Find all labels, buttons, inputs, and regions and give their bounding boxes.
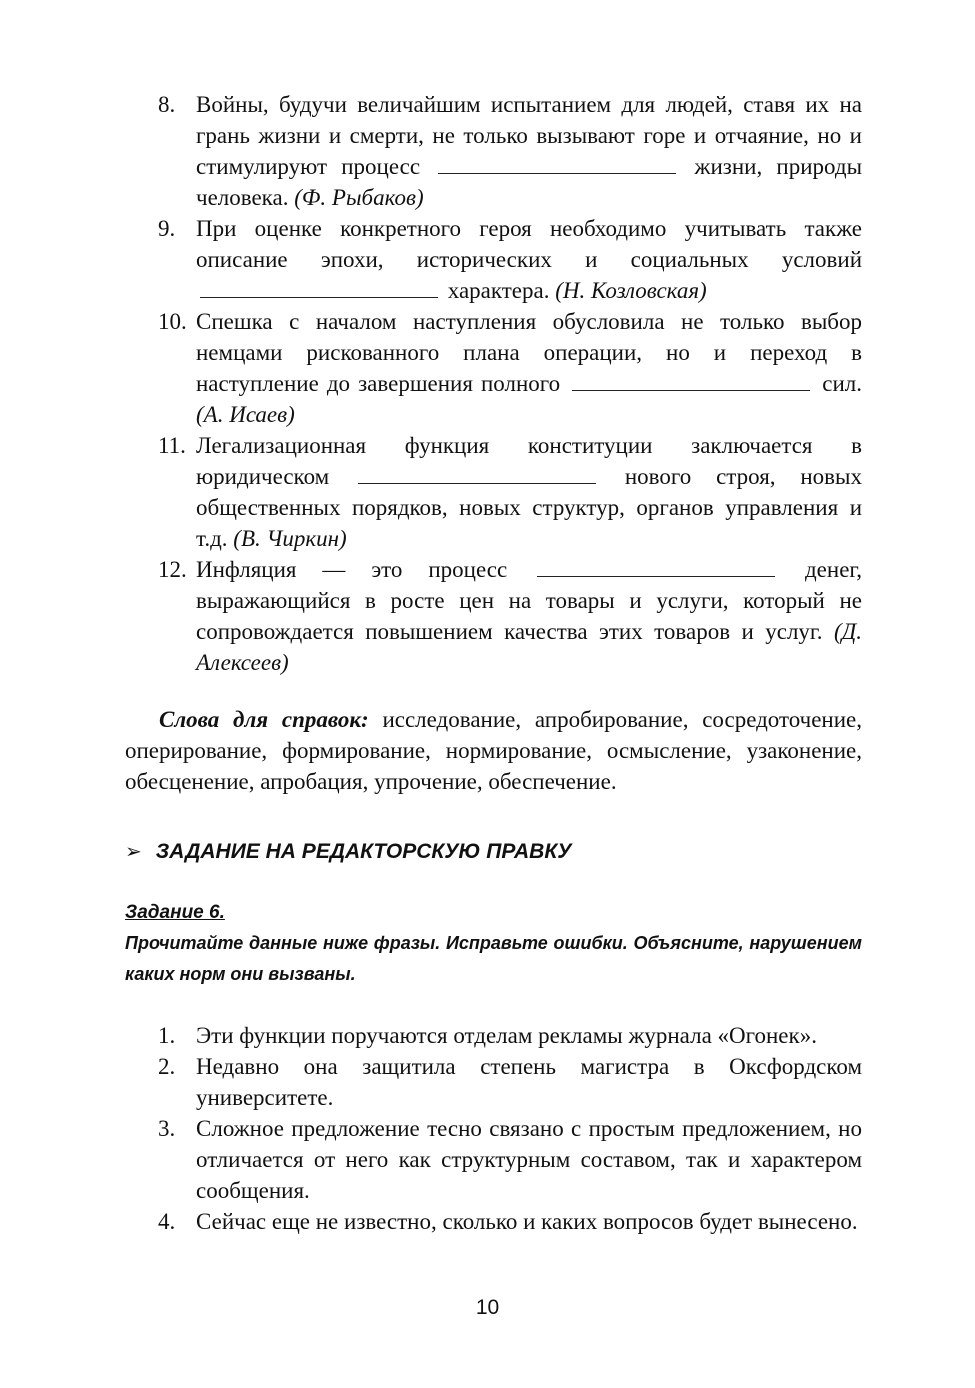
exercise-item-11	[158, 430, 862, 554]
answer-blank[interactable]	[438, 154, 676, 174]
item-number: 9.	[158, 216, 176, 241]
item-number: 3.	[158, 1116, 176, 1141]
item-number: 11.	[158, 433, 186, 458]
item-text-after: характера.	[447, 278, 550, 303]
exercise-list-top	[158, 89, 862, 678]
item-text-after: жизни, природы человека.	[196, 154, 863, 210]
item-text-before: При оценке конкретного героя необходимо учитывать также описание эпохи, исторических и социальных условий	[196, 216, 862, 272]
sentence-item-2	[158, 1051, 862, 1113]
sentence-text: Сейчас еще не известно, сколько и каких вопросов будет вынесено.	[196, 1209, 858, 1234]
reference-words	[125, 704, 862, 797]
exercise-item-10	[158, 306, 862, 430]
item-author: (В. Чиркин)	[233, 526, 347, 551]
item-text-after: сил.	[822, 371, 863, 396]
task-title: Задание 6.	[125, 902, 225, 923]
answer-blank[interactable]	[200, 278, 438, 298]
sentence-text: Сложное предложение тесно связано с простым предложением, но отличается от него как структурным составом, так и характером сообщения.	[196, 1116, 862, 1203]
section-heading	[125, 836, 862, 867]
item-text-after: нового строя, новых общественных порядков, новых структур, органов управления и т.д.	[196, 464, 862, 551]
answer-blank[interactable]	[537, 557, 775, 577]
answer-blank[interactable]	[572, 371, 810, 391]
sentence-item-1	[158, 1020, 862, 1051]
exercise-item-9	[158, 213, 862, 306]
item-number: 1.	[158, 1023, 176, 1048]
item-text-before: Спешка с началом наступления обусловила не только выбор немцами рискованного плана операции, но и переход в наступление до завершения полного	[196, 309, 862, 396]
section-title: ЗАДАНИЕ НА РЕДАКТОРСКУЮ ПРАВКУ	[155, 840, 572, 863]
item-author: (А. Исаев)	[196, 402, 295, 427]
answer-blank[interactable]	[358, 464, 596, 484]
item-number: 8.	[158, 92, 176, 117]
exercise-item-12	[158, 554, 862, 678]
sentence-list	[158, 1020, 862, 1237]
reference-words-list: исследование, апробирование, сосредоточение, оперирование, формирование, нормирование, осмысление, узаконение, обесценение, апробация, упрочение, обеспечение.	[125, 707, 863, 794]
page-number: 10	[475, 1296, 500, 1319]
item-number: 10.	[158, 309, 187, 334]
reference-label: Слова для справок:	[159, 707, 369, 732]
item-number: 4.	[158, 1209, 176, 1234]
item-author: (Ф. Рыбаков)	[294, 185, 424, 210]
sentence-text: Недавно она защитила степень магистра в Оксфордском университете.	[196, 1054, 862, 1110]
sentence-item-3	[158, 1113, 862, 1206]
item-text-before: Легализационная функция конституции заключается в юридическом	[196, 433, 862, 489]
item-number: 12.	[158, 557, 187, 582]
item-author: (Д. Алексеев)	[196, 619, 863, 675]
arrow-bullet-icon: ➢	[125, 839, 142, 863]
item-author: (Н. Козловская)	[555, 278, 707, 303]
task-instruction: Прочитайте данные ниже фразы. Исправьте ошибки. Объясните, нарушением каких норм они вызваны.	[125, 933, 862, 984]
item-text-before: Войны, будучи величайшим испытанием для людей, ставя их на грань жизни и смерти, не только вызывают горе и отчаяние, но и стимулируют процесс	[196, 92, 862, 179]
sentence-item-4	[158, 1206, 862, 1237]
item-text-before: Инфляция — это процесс	[196, 557, 508, 582]
item-text-after: денег, выражающийся в росте цен на товары и услуги, который не сопровождается повышением качества этих товаров и услуг.	[196, 557, 862, 644]
exercise-item-8	[158, 89, 862, 213]
sentence-text: Эти функции поручаются отделам рекламы журнала «Огонек».	[196, 1023, 817, 1048]
item-number: 2.	[158, 1054, 176, 1079]
